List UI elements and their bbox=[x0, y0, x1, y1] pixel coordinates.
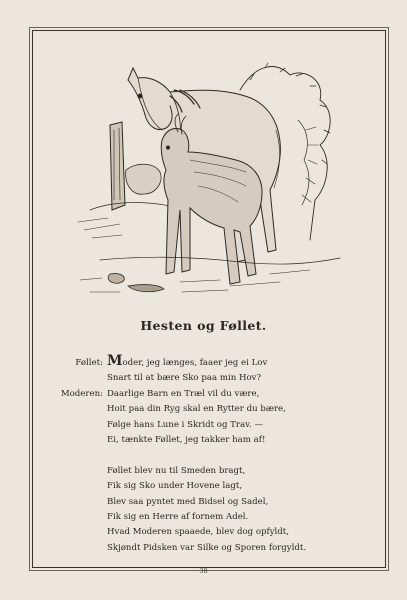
poem-line bbox=[52, 371, 372, 386]
poem-line bbox=[52, 510, 372, 525]
verse-text: Fik sig en Herre af fornem Adel. bbox=[107, 511, 249, 522]
speaker-label bbox=[52, 418, 107, 433]
verse-text-rest: oder, jeg længes, faaer jeg ei Lov bbox=[122, 358, 268, 368]
speaker-label bbox=[52, 371, 107, 386]
speaker-label: Moderen: bbox=[60, 388, 103, 399]
verse-text: Følge hans Lune i Skridt og Trav. — bbox=[107, 419, 264, 430]
poem-line bbox=[52, 464, 372, 479]
poem-line bbox=[52, 479, 372, 494]
poem-line bbox=[52, 418, 372, 433]
verse-text: Hvad Moderen spaaede, blev dog opfyldt, bbox=[107, 527, 289, 538]
poem-line bbox=[52, 525, 372, 540]
page-number: 38 bbox=[199, 567, 208, 575]
poem-line bbox=[52, 541, 372, 556]
horse-and-foal-illustration bbox=[70, 60, 360, 300]
verse-text: Hoit paa din Ryg skal en Rytter du bære, bbox=[107, 404, 286, 415]
stanza-break bbox=[52, 448, 372, 463]
speaker-label bbox=[52, 402, 107, 417]
poem-line bbox=[52, 495, 372, 510]
poem-line bbox=[52, 387, 372, 402]
poem-line bbox=[52, 433, 372, 448]
poem-line bbox=[52, 402, 372, 417]
verse-text: Skjøndt Pidsken var Silke og Sporen forgyldt. bbox=[107, 542, 307, 553]
verse-text: Føllet blev nu til Smeden bragt, bbox=[107, 465, 246, 476]
speaker-label bbox=[52, 433, 107, 448]
poem-title: Hesten og Føllet. bbox=[140, 318, 267, 333]
verse-text: Blev saa pyntet med Bidsel og Sadel, bbox=[107, 496, 269, 507]
verse-text: Ei, tænkte Føllet, jeg takker ham af! bbox=[107, 434, 266, 445]
poem-body bbox=[52, 353, 372, 556]
verse-text bbox=[107, 353, 372, 371]
drop-cap: M bbox=[107, 353, 123, 369]
verse-text: Fik sig Sko under Hovene lagt, bbox=[107, 481, 243, 492]
poem-line bbox=[52, 353, 372, 371]
verse-text: Snart til at bære Sko paa min Hov? bbox=[107, 373, 262, 384]
speaker-label: Føllet: bbox=[75, 358, 103, 368]
verse-text: Daarlige Barn en Træl vil du være, bbox=[107, 388, 260, 399]
